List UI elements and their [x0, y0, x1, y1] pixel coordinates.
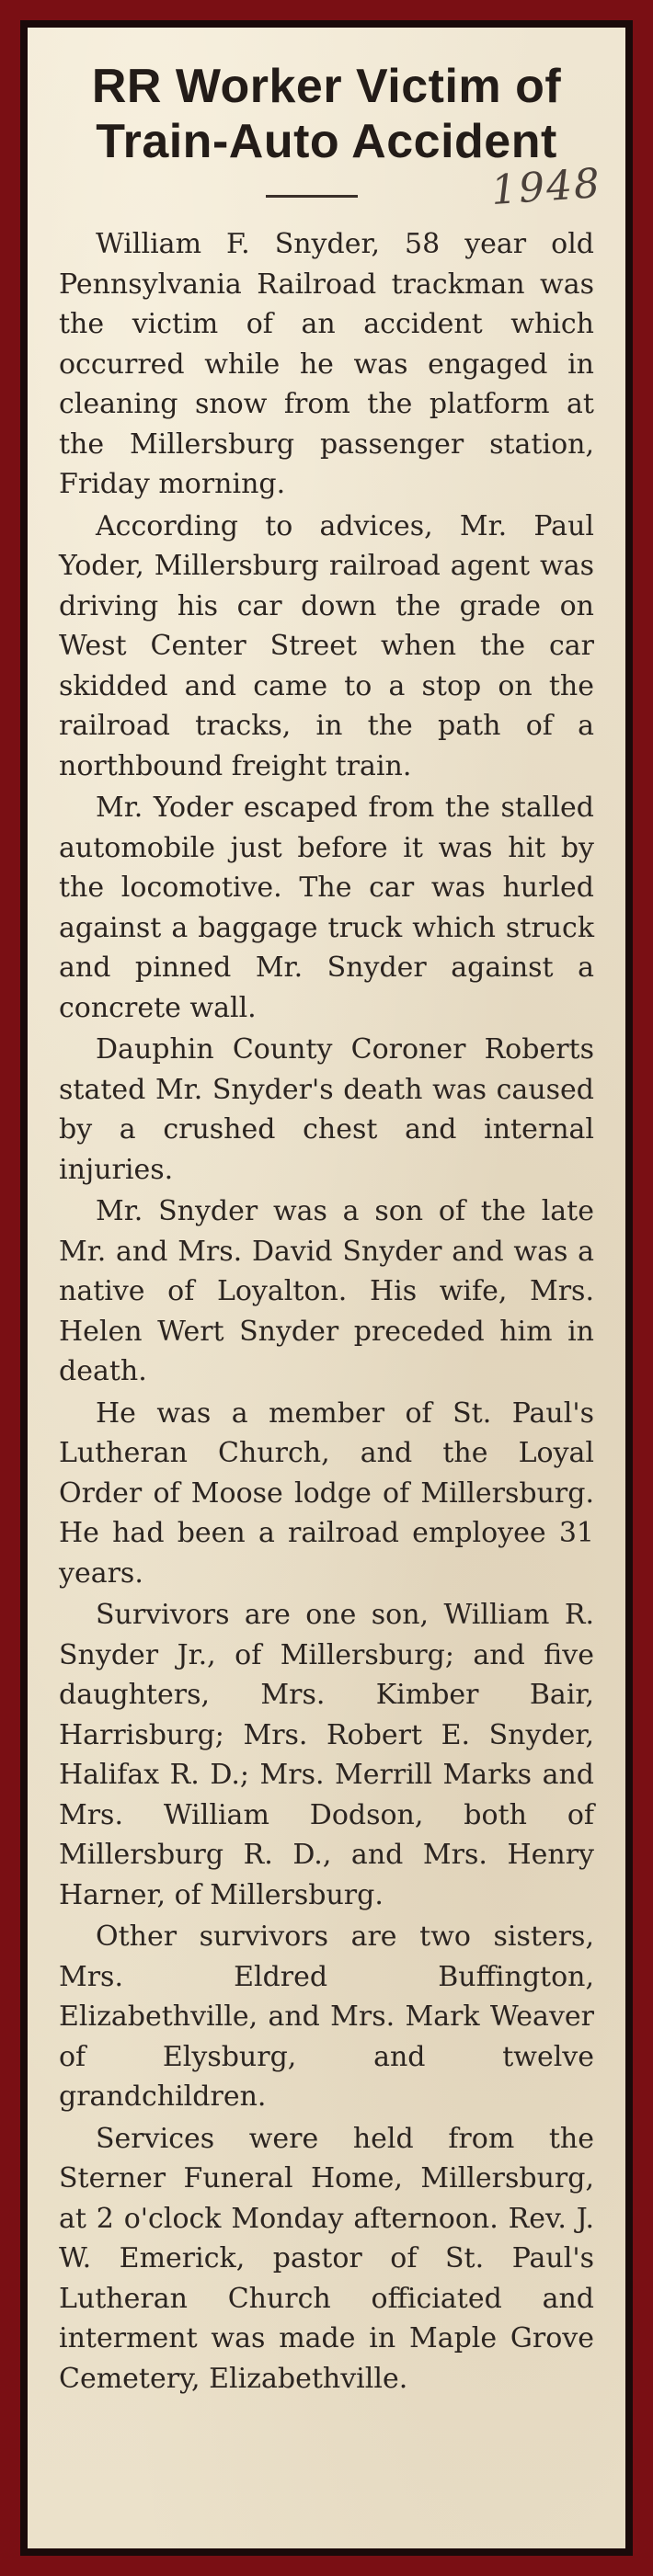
- article-body: [59, 224, 594, 2399]
- paragraph: Mr. Snyder was a son of the late Mr. and Mrs. David Snyder and was a native of Loyalton. His wife, Mrs. Helen Wert Snyder preceded him in death.: [59, 1195, 594, 1387]
- headline-line-2: Train-Auto Accident: [96, 115, 557, 168]
- paragraph: Dauphin County Coroner Roberts stated Mr. Snyder's death was caused by a crushed chest and internal injuries.: [59, 1033, 594, 1186]
- headline: [59, 59, 594, 169]
- paragraph: Mr. Yoder escaped from the stalled automobile just before it was hit by the locomotive. The car was hurled against a baggage truck which struck and pinned Mr. Snyder against a concrete wall.: [59, 792, 594, 1024]
- paragraph: He was a member of St. Paul's Lutheran Church, and the Loyal Order of Moose lodge of Millersburg. He had been a railroad employee 31 years.: [59, 1396, 594, 1590]
- paragraph: According to advices, Mr. Paul Yoder, Millersburg railroad agent was driving his car down the grade on West Center Street when the car skidded and came to a stop on the railroad tracks, in the path of a northbound freight train.: [59, 509, 594, 782]
- headline-line-1: RR Worker Victim of: [91, 60, 562, 113]
- paragraph: Services were held from the Sterner Funeral Home, Millersburg, at 2 o'clock Monday afternoon. Rev. J. W. Emerick, pastor of St. Paul's Lutheran Church officiated and interment was made in Maple Grove Cemetery, Elizabethville.: [59, 2122, 594, 2395]
- handwritten-year: 1948: [489, 159, 603, 215]
- paragraph: Survivors are one son, William R. Snyder Jr., of Millersburg; and five daughters, Mrs. Kimber Bair, Harrisburg; Mrs. Robert E. Snyder, Halifax R. D.; Mrs. Merrill Marks and Mrs. William Dodson, both of Millersburg R. D., and Mrs. Henry Harner, of Millersburg.: [59, 1599, 594, 1911]
- paragraph: Other survivors are two sisters, Mrs. Eldred Buffington, Elizabethville, and Mrs. Mark Weaver of Elysburg, and twelve grandchildren.: [59, 1921, 594, 2113]
- newspaper-clipping: [28, 28, 625, 2548]
- headline-rule: [266, 195, 358, 198]
- headline-divider-row: [59, 159, 603, 219]
- paragraph: William F. Snyder, 58 year old Pennsylvania Railroad trackman was the victim of an accident which occurred while he was engaged in cleaning snow from the platform at the Millersburg passenger station, Friday morning.: [59, 228, 594, 500]
